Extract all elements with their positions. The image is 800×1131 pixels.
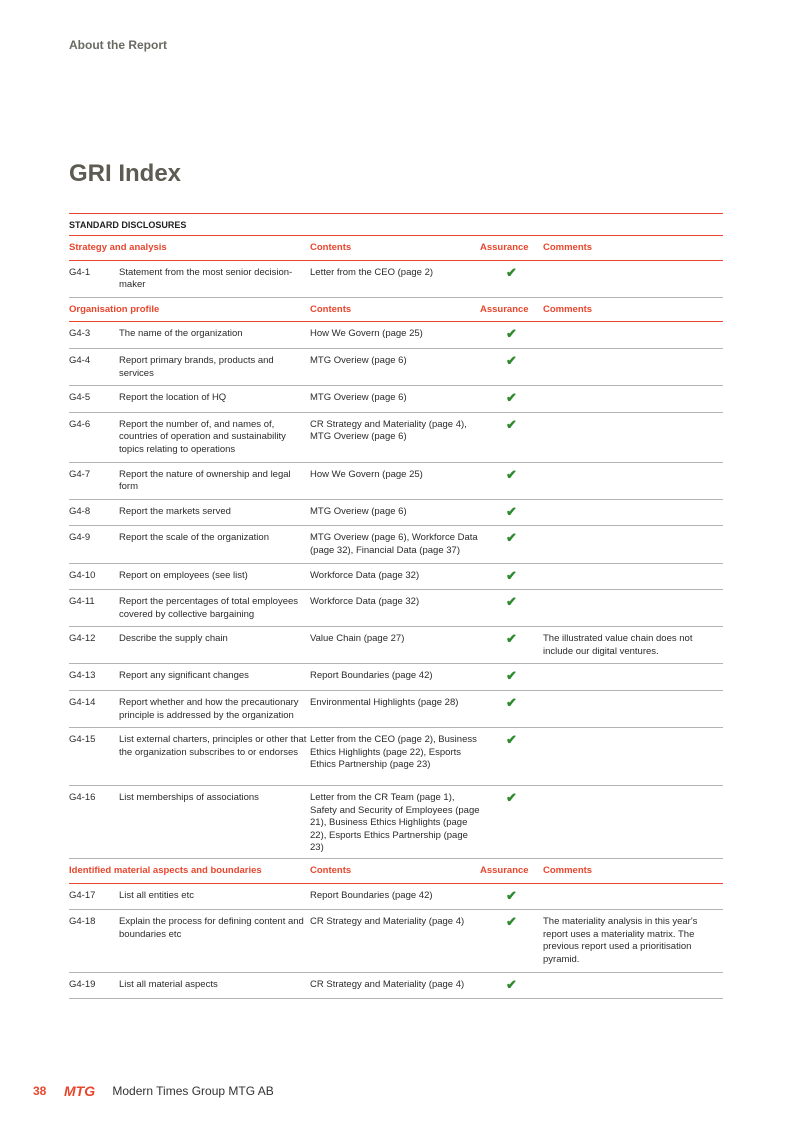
disclosure-description: List memberships of associations <box>119 792 259 804</box>
assurance-cell <box>480 352 543 380</box>
disclosure-code: G4-14 <box>69 697 96 709</box>
check-icon: ✔ <box>506 695 517 711</box>
assurance-cell <box>480 916 543 966</box>
disclosure-description: List external charters, principles or other that the organization subscribes to or endorses <box>119 734 307 758</box>
table-row <box>69 526 723 563</box>
gri-index-table <box>69 213 723 999</box>
assurance-cell <box>480 792 543 855</box>
group-header-row <box>69 859 723 884</box>
check-icon: ✔ <box>506 567 517 583</box>
disclosure-contents: Value Chain (page 27) <box>310 633 405 645</box>
assurance-cell <box>480 532 543 557</box>
assurance-cell <box>480 567 543 585</box>
disclosure-description: List all entities etc <box>119 889 194 901</box>
comments-heading: Comments <box>543 865 593 876</box>
mtg-logo <box>64 1083 98 1099</box>
page-title: GRI Index <box>69 160 182 187</box>
comments-cell: The illustrated value chain does not include our digital ventures. <box>543 633 693 657</box>
disclosure-description: Report whether and how the precautionary principle is addressed by the organization <box>119 697 299 721</box>
page-footer <box>33 1083 274 1099</box>
assurance-cell <box>480 887 543 905</box>
table-row <box>69 463 723 500</box>
disclosure-description: Report the markets served <box>119 505 231 517</box>
section-header: About the Report <box>69 38 167 52</box>
table-row <box>69 349 723 386</box>
assurance-cell <box>480 392 543 407</box>
disclosure-description: The name of the organization <box>119 328 243 340</box>
svg-text:MTG: MTG <box>64 1083 96 1099</box>
comments-cell <box>543 392 723 407</box>
disclosure-description: Statement from the most senior decision-maker <box>119 266 293 291</box>
disclosure-description: Report primary brands, products and services <box>119 354 274 379</box>
disclosure-contents: Workforce Data (page 32) <box>310 569 420 581</box>
comments-heading: Comments <box>543 303 593 315</box>
disclosure-description: Explain the process for defining content and boundaries etc <box>119 916 304 940</box>
disclosure-code: G4-18 <box>69 916 96 928</box>
check-icon: ✔ <box>506 352 517 368</box>
comments-cell <box>543 506 723 521</box>
disclosure-description: Report the scale of the organization <box>119 532 269 544</box>
disclosure-code: G4-6 <box>69 418 91 430</box>
disclosure-description: Report the nature of ownership and legal form <box>119 468 291 493</box>
assurance-heading: Assurance <box>480 242 529 253</box>
table-row <box>69 500 723 527</box>
check-icon: ✔ <box>506 631 517 647</box>
disclosure-description: List all material aspects <box>119 978 218 990</box>
assurance-cell <box>480 503 543 521</box>
check-icon: ✔ <box>506 594 517 610</box>
comments-cell <box>543 469 723 494</box>
disclosure-code: G4-9 <box>69 532 91 544</box>
assurance-cell <box>480 596 543 621</box>
comments-cell <box>543 670 723 685</box>
assurance-cell <box>480 734 543 772</box>
check-icon: ✔ <box>506 326 517 342</box>
disclosure-code: G4-5 <box>69 392 91 404</box>
disclosure-code: G4-19 <box>69 978 96 990</box>
table-row <box>69 728 723 786</box>
check-icon: ✔ <box>506 390 517 406</box>
assurance-cell <box>480 416 543 457</box>
disclosure-description: Report on employees (see list) <box>119 569 248 581</box>
disclosure-code: G4-17 <box>69 889 96 901</box>
disclosure-contents: How We Govern (page 25) <box>310 328 423 340</box>
contents-heading: Contents <box>310 865 352 876</box>
disclosure-code: G4-16 <box>69 792 96 804</box>
page-number: 38 <box>33 1084 47 1098</box>
table-row <box>69 413 723 463</box>
comments-cell <box>543 734 723 772</box>
disclosure-code: G4-12 <box>69 633 96 645</box>
disclosure-contents: Report Boundaries (page 42) <box>310 670 433 682</box>
table-row <box>69 973 723 1000</box>
comments-cell <box>543 532 723 557</box>
comments-cell <box>543 596 723 621</box>
disclosure-contents: MTG Overiew (page 6) <box>310 354 407 366</box>
standard-disclosures-heading: STANDARD DISCLOSURES <box>69 213 723 236</box>
assurance-heading: Assurance <box>480 865 529 876</box>
disclosure-description: Report any significant changes <box>119 670 249 682</box>
comments-heading: Comments <box>543 242 593 253</box>
disclosure-code: G4-13 <box>69 670 96 682</box>
assurance-cell <box>480 264 543 292</box>
comments-cell <box>543 328 723 343</box>
disclosure-contents: Letter from the CEO (page 2), Business Ethics Highlights (page 22), Esports Ethics Partnership (page 23) <box>310 734 477 771</box>
comments-cell <box>543 570 723 585</box>
disclosure-contents: MTG Overiew (page 6) <box>310 392 407 404</box>
company-name: Modern Times Group MTG AB <box>112 1084 274 1098</box>
table-row <box>69 261 723 298</box>
assurance-cell <box>480 328 543 343</box>
disclosure-code: G4-7 <box>69 468 91 480</box>
assurance-cell <box>480 670 543 685</box>
check-icon: ✔ <box>506 416 517 432</box>
check-icon: ✔ <box>506 668 517 684</box>
disclosure-description: Describe the supply chain <box>119 633 228 645</box>
comments-cell <box>543 792 723 855</box>
assurance-heading: Assurance <box>480 303 529 315</box>
contents-heading: Contents <box>310 303 352 315</box>
comments-cell <box>543 267 723 292</box>
disclosure-description: Report the location of HQ <box>119 392 227 404</box>
disclosure-code: G4-15 <box>69 734 96 746</box>
disclosure-contents: Environmental Highlights (page 28) <box>310 697 459 709</box>
group-title: Strategy and analysis <box>69 242 167 253</box>
group-title: Organisation profile <box>69 303 160 315</box>
comments-cell <box>543 697 723 722</box>
disclosure-contents: Workforce Data (page 32) <box>310 596 420 608</box>
table-row <box>69 322 723 349</box>
table-row <box>69 910 723 972</box>
table-row <box>69 664 723 691</box>
disclosure-contents: CR Strategy and Materiality (page 4), MTG Overiew (page 6) <box>310 418 467 443</box>
check-icon: ✔ <box>506 466 517 482</box>
check-icon: ✔ <box>506 976 517 992</box>
disclosure-contents: How We Govern (page 25) <box>310 468 423 480</box>
disclosure-description: Report the percentages of total employees covered by collective bargaining <box>119 596 299 620</box>
table-row <box>69 564 723 591</box>
disclosure-contents: CR Strategy and Materiality (page 4) <box>310 916 465 928</box>
disclosure-contents: Report Boundaries (page 42) <box>310 889 433 901</box>
comments-cell: The materiality analysis in this year's report uses a materiality matrix. The previous report used a prioritisation pyramid. <box>543 916 698 965</box>
table-row <box>69 590 723 627</box>
disclosure-description: Report the number of, and names of, countries of operation and sustainability topics relating to operations <box>119 418 286 455</box>
group-header-row <box>69 298 723 323</box>
check-icon: ✔ <box>506 530 517 546</box>
disclosure-code: G4-11 <box>69 596 95 608</box>
table-row <box>69 884 723 911</box>
comments-cell <box>543 979 723 994</box>
table-row <box>69 691 723 728</box>
check-icon: ✔ <box>506 503 517 519</box>
table-row <box>69 786 723 859</box>
disclosure-code: G4-1 <box>69 266 91 278</box>
disclosure-contents: Letter from the CR Team (page 1), Safety and Security of Employees (page 21), Business Ethics Highlights (page 22), Esports Ethics Partnership (page 23) <box>310 792 480 854</box>
table-row <box>69 386 723 413</box>
disclosure-code: G4-8 <box>69 505 91 517</box>
check-icon: ✔ <box>506 790 517 806</box>
assurance-cell <box>480 466 543 494</box>
table-body <box>69 236 723 999</box>
group-header-row <box>69 236 723 261</box>
disclosure-code: G4-3 <box>69 328 91 340</box>
assurance-cell <box>480 633 543 658</box>
comments-cell <box>543 355 723 380</box>
comments-cell <box>543 890 723 905</box>
disclosure-contents: Letter from the CEO (page 2) <box>310 266 434 278</box>
disclosure-contents: CR Strategy and Materiality (page 4) <box>310 978 465 990</box>
group-title: Identified material aspects and boundaries <box>69 865 262 876</box>
check-icon: ✔ <box>506 264 517 280</box>
disclosure-contents: MTG Overiew (page 6) <box>310 505 407 517</box>
assurance-cell <box>480 976 543 994</box>
assurance-cell <box>480 697 543 722</box>
disclosure-code: G4-10 <box>69 569 96 581</box>
comments-cell <box>543 419 723 457</box>
table-row <box>69 627 723 664</box>
disclosure-contents: MTG Overiew (page 6), Workforce Data (page 32), Financial Data (page 37) <box>310 532 478 556</box>
check-icon: ✔ <box>506 732 517 748</box>
check-icon: ✔ <box>506 914 517 930</box>
check-icon: ✔ <box>506 887 517 903</box>
contents-heading: Contents <box>310 242 352 253</box>
disclosure-code: G4-4 <box>69 354 91 366</box>
